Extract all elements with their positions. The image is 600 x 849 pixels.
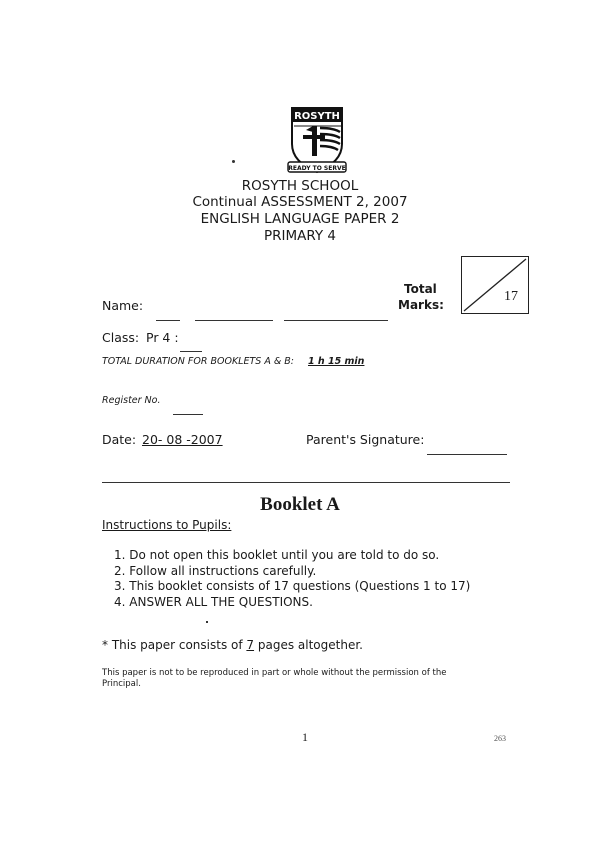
- assessment-title: Continual ASSESSMENT 2, 2007: [192, 194, 408, 210]
- pages-count: 7: [246, 638, 255, 652]
- crest-motto-text: READY TO SERVE: [288, 165, 346, 172]
- paper-title: ENGLISH LANGUAGE PAPER 2: [200, 211, 400, 227]
- date-value: 20- 08 -2007: [142, 432, 223, 447]
- total-label: Total: [404, 282, 437, 296]
- register-field[interactable]: [173, 400, 203, 419]
- total-marks-value: 17: [504, 289, 518, 304]
- copyright-note-line2: Principal.: [102, 679, 141, 689]
- name-field[interactable]: [156, 306, 388, 325]
- class-field[interactable]: [180, 337, 202, 356]
- copyright-note-line1: This paper is not to be reproduced in part or whole without the permission of the: [102, 668, 447, 678]
- stray-dot: [232, 160, 235, 163]
- instructions-heading: Instructions to Pupils:: [102, 518, 232, 532]
- register-label: Register No.: [102, 395, 161, 406]
- instruction-item: 1. Do not open this booklet until you are told to do so.: [114, 548, 440, 562]
- date-label: Date:: [102, 432, 137, 447]
- stray-dot: [206, 621, 208, 623]
- class-label: Class:: [102, 330, 140, 345]
- level-title: PRIMARY 4: [263, 228, 337, 244]
- section-divider: [102, 482, 510, 483]
- duration-label: TOTAL DURATION FOR BOOKLETS A & B:: [102, 356, 294, 367]
- instruction-item: 4. ANSWER ALL THE QUESTIONS.: [114, 594, 313, 609]
- instruction-item: 2. Follow all instructions carefully.: [114, 563, 317, 578]
- instruction-item: 3. This booklet consists of 17 questions (Questions 1 to 17): [114, 579, 471, 593]
- pages-note-suffix: pages altogether.: [254, 638, 363, 652]
- duration-value: 1 h 15 min: [308, 356, 365, 367]
- school-crest-logo: [286, 104, 348, 176]
- scan-number: 263: [494, 734, 506, 743]
- instructions-list: [114, 548, 470, 610]
- pages-note: [102, 638, 363, 652]
- marks-label: Marks:: [398, 298, 444, 312]
- page-number: 1: [302, 730, 308, 744]
- name-label: Name:: [102, 298, 144, 313]
- school-name: ROSYTH SCHOOL: [241, 178, 359, 194]
- marks-divider-line: [462, 257, 528, 313]
- crest-banner-text: ROSYTH: [294, 111, 340, 122]
- booklet-title: Booklet A: [260, 494, 340, 515]
- signature-label: Parent's Signature:: [306, 432, 425, 447]
- signature-field[interactable]: [427, 440, 507, 459]
- class-value: Pr 4 :: [146, 330, 179, 345]
- total-marks-box: [461, 256, 529, 314]
- pages-note-prefix: * This paper consists of: [102, 638, 247, 652]
